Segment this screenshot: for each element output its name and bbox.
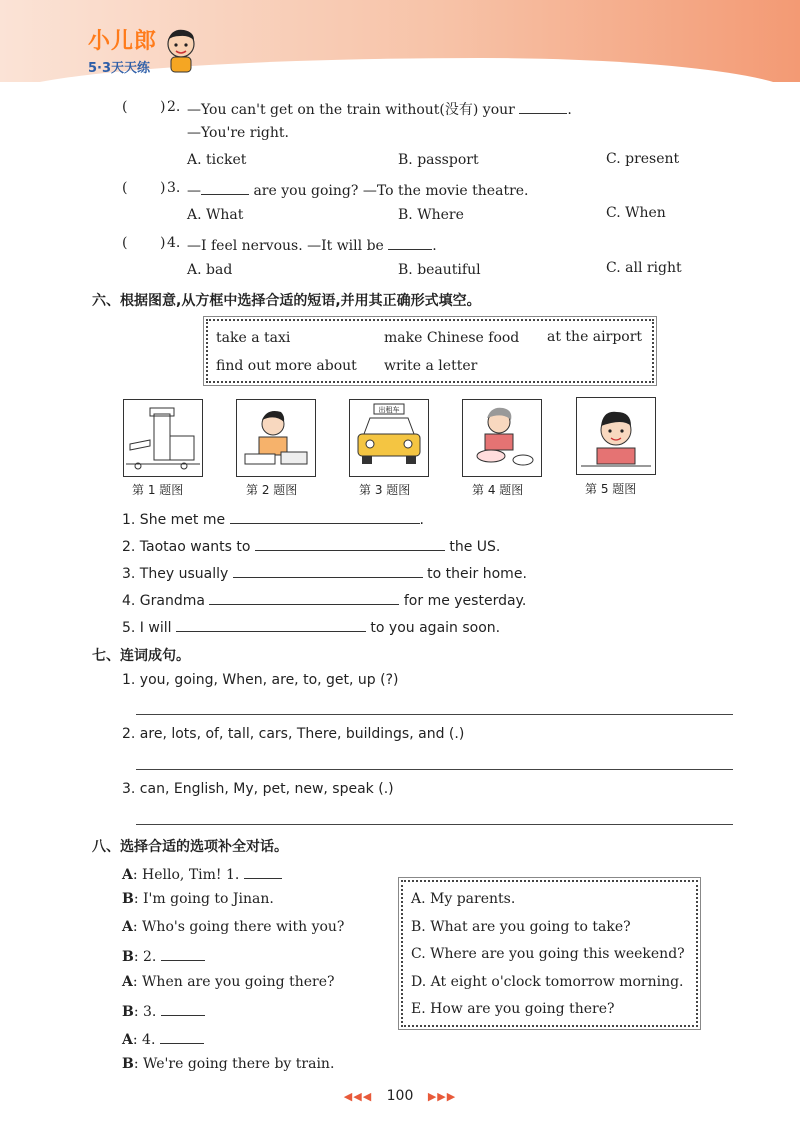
dialog-line-7: A: 4. <box>122 1029 204 1048</box>
s6-item-5-blank[interactable] <box>176 617 366 632</box>
q3-option-a[interactable]: A. What <box>187 207 244 223</box>
q2-option-b[interactable]: B. passport <box>398 152 479 168</box>
section8-title: 八、选择合适的选项补全对话。 <box>92 839 288 855</box>
q4-blank[interactable] <box>388 235 432 250</box>
dialog-blank-2[interactable] <box>161 946 205 961</box>
q2-paren-open: ( <box>122 99 128 115</box>
dialog-line-4: B: 2. <box>122 946 205 965</box>
dialog-blank-3[interactable] <box>161 1001 205 1016</box>
q4-option-a[interactable]: A. bad <box>187 262 233 278</box>
phrase-find-out-more-about: find out more about <box>216 358 357 374</box>
q3-number: 3. <box>167 180 181 196</box>
q3-blank[interactable] <box>201 180 249 195</box>
prev-arrows-icon: ◀◀◀ <box>343 1090 373 1103</box>
picture-5-writing <box>576 397 656 475</box>
q2-reply: —You're right. <box>187 125 289 141</box>
s7-answer-line-3[interactable] <box>136 824 733 825</box>
s6-item-2: 2. Taotao wants to the US. <box>122 536 500 555</box>
dialog-line-5: A: When are you going there? <box>122 974 335 990</box>
s6-item-4-blank[interactable] <box>209 590 399 605</box>
logo-subtitle: 5·3天天练 <box>88 61 151 76</box>
boy-reading-illustration <box>237 400 315 476</box>
s6-item-3: 3. They usually to their home. <box>122 563 527 582</box>
s6-item-2-blank[interactable] <box>255 536 445 551</box>
dialog-blank-4[interactable] <box>160 1029 204 1044</box>
s8-option-a: A. My parents. <box>411 891 516 907</box>
phrase-take-a-taxi: take a taxi <box>216 330 291 346</box>
q3-paren-close: ) <box>160 180 166 196</box>
brand-logo <box>88 24 157 76</box>
picture-3-taxi <box>349 399 429 477</box>
caption-3: 第 3 题图 <box>359 483 411 497</box>
q3-option-b[interactable]: B. Where <box>398 207 464 223</box>
s6-item-3-blank[interactable] <box>233 563 423 578</box>
q2-text: —You can't get on the train without(没有) your . <box>187 99 572 119</box>
picture-2-reading <box>236 399 316 477</box>
next-arrows-icon: ▶▶▶ <box>427 1090 457 1103</box>
phrase-at-the-airport: at the airport <box>547 329 643 345</box>
logo-title: 小儿郎 <box>88 29 158 54</box>
taxi-sign-label: 出租车 <box>378 406 400 414</box>
s7-item-3: 3. can, English, My, pet, new, speak (.) <box>122 781 394 797</box>
q2-paren-close: ) <box>160 99 166 115</box>
dialog-line-1: A: Hello, Tim! 1. <box>122 864 282 883</box>
phrase-write-a-letter: write a letter <box>384 358 478 374</box>
q4-option-b[interactable]: B. beautiful <box>398 262 481 278</box>
dialog-line-8: B: We're going there by train. <box>122 1056 335 1072</box>
q2-option-c[interactable]: C. present <box>606 151 680 167</box>
q2-blank[interactable] <box>519 99 567 114</box>
s8-option-e: E. How are you going there? <box>411 1001 615 1017</box>
dialog-line-2: B: I'm going to Jinan. <box>122 891 274 907</box>
s7-item-2: 2. are, lots, of, tall, cars, There, buildings, and (.) <box>122 726 465 742</box>
page-number: 100 <box>386 1088 414 1104</box>
caption-4: 第 4 题图 <box>472 483 524 497</box>
q3-paren-open: ( <box>122 180 128 196</box>
q3-option-c[interactable]: C. When <box>606 205 666 221</box>
section7-title: 七、连词成句。 <box>92 648 190 664</box>
boy-writing-illustration <box>577 398 655 474</box>
dialog-line-6: B: 3. <box>122 1001 205 1020</box>
s6-item-4: 4. Grandma for me yesterday. <box>122 590 526 609</box>
s7-answer-line-2[interactable] <box>136 769 733 770</box>
s7-item-1: 1. you, going, When, are, to, get, up (?) <box>122 672 399 688</box>
s7-answer-line-1[interactable] <box>136 714 733 715</box>
section6-title: 六、根据图意,从方框中选择合适的短语,并用其正确形式填空。 <box>92 293 481 309</box>
q4-text: —I feel nervous. —It will be . <box>187 235 437 254</box>
dialog-blank-1[interactable] <box>244 864 282 879</box>
caption-5: 第 5 题图 <box>585 482 637 496</box>
s8-option-d: D. At eight o'clock tomorrow morning. <box>411 974 684 990</box>
caption-2: 第 2 题图 <box>246 483 298 497</box>
q2-number: 2. <box>167 99 181 115</box>
s8-option-c: C. Where are you going this weekend? <box>411 946 685 962</box>
page-footer <box>0 1088 800 1104</box>
s6-item-1-blank[interactable] <box>230 509 420 524</box>
caption-1: 第 1 题图 <box>132 483 184 497</box>
dialog-line-3: A: Who's going there with you? <box>122 919 345 935</box>
q2-option-a[interactable]: A. ticket <box>187 152 247 168</box>
s6-item-1: 1. She met me . <box>122 509 424 528</box>
s6-item-5: 5. I will to you again soon. <box>122 617 500 636</box>
grandma-cooking-illustration <box>463 400 541 476</box>
s8-option-b: B. What are you going to take? <box>411 919 631 935</box>
q3-text: — are you going? —To the movie theatre. <box>187 180 529 199</box>
airport-illustration <box>124 400 202 476</box>
taxi-illustration <box>350 400 428 476</box>
picture-1-airport <box>123 399 203 477</box>
mascot-icon <box>162 26 200 74</box>
q4-paren-open: ( <box>122 235 128 251</box>
q4-number: 4. <box>167 235 181 251</box>
phrase-make-chinese-food: make Chinese food <box>384 330 520 346</box>
q4-paren-close: ) <box>160 235 166 251</box>
picture-4-cooking <box>462 399 542 477</box>
q4-option-c[interactable]: C. all right <box>606 260 682 276</box>
